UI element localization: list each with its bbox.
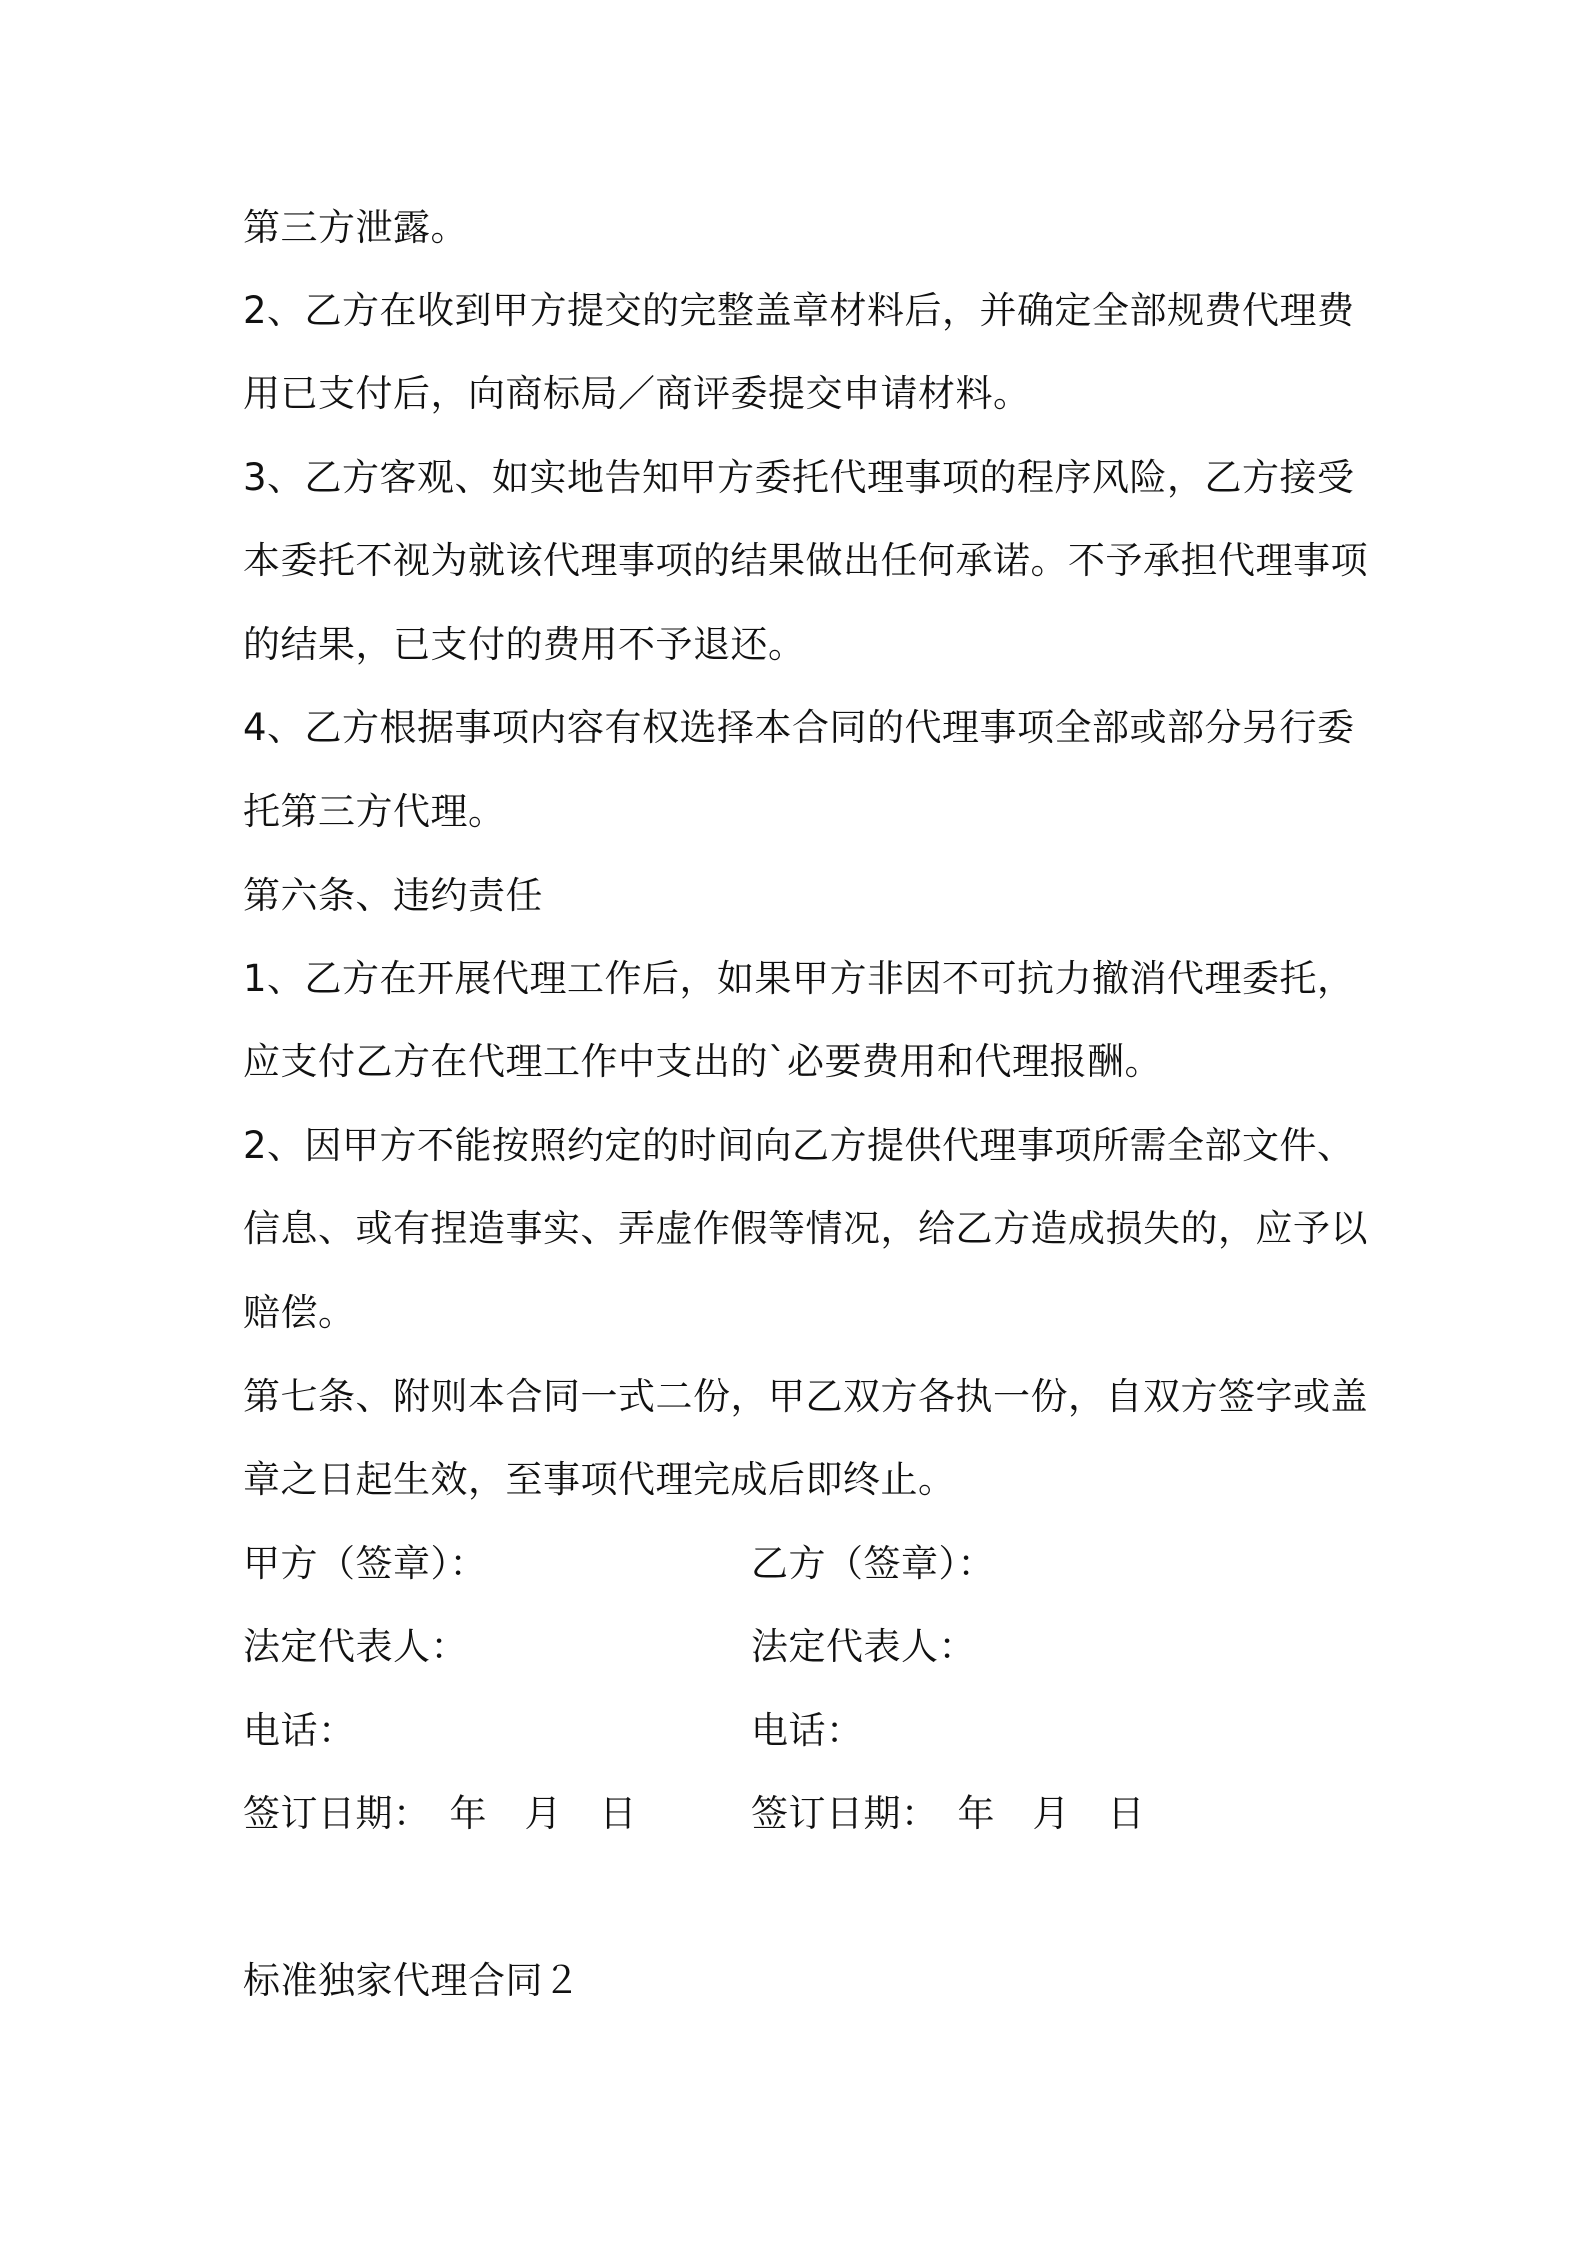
- party-a-representative-label: 法定代表人：: [243, 1625, 468, 1668]
- paragraph-line: 用已支付后，向商标局／商评委提交申请材料。: [243, 372, 1031, 415]
- paragraph-line: 托第三方代理。: [243, 790, 506, 833]
- paragraph-line: 应支付乙方在代理工作中支出的`必要费用和代理报酬。: [243, 1040, 1162, 1083]
- paragraph-line: 第七条、附则本合同一式二份，甲乙双方各执一份，自双方签字或盖: [243, 1375, 1368, 1418]
- section-heading: 第六条、违约责任: [243, 874, 543, 917]
- paragraph-line: 本委托不视为就该代理事项的结果做出任何承诺。不予承担代理事项: [243, 539, 1368, 582]
- paragraph-line: 赔偿。: [243, 1291, 356, 1334]
- paragraph-line: 3、乙方客观、如实地告知甲方委托代理事项的程序风险，乙方接受: [243, 456, 1355, 499]
- paragraph-line: 1、乙方在开展代理工作后，如果甲方非因不可抗力撤消代理委托，: [243, 957, 1355, 1000]
- party-b-phone-label: 电话：: [751, 1709, 864, 1752]
- paragraph-line: 4、乙方根据事项内容有权选择本合同的代理事项全部或部分另行委: [243, 706, 1355, 749]
- paragraph-line: 信息、或有捏造事实、弄虚作假等情况，给乙方造成损失的，应予以: [243, 1207, 1368, 1250]
- paragraph-line: 第三方泄露。: [243, 206, 468, 249]
- party-a-date-label: 签订日期： 年 月 日: [243, 1792, 637, 1835]
- paragraph-line: 2、因甲方不能按照约定的时间向乙方提供代理事项所需全部文件、: [243, 1124, 1355, 1167]
- party-b-seal-label: 乙方（签章）：: [751, 1542, 995, 1585]
- paragraph-line: 2、乙方在收到甲方提交的完整盖章材料后，并确定全部规费代理费: [243, 289, 1355, 332]
- party-a-phone-label: 电话：: [243, 1709, 356, 1752]
- paragraph-line: 的结果，已支付的费用不予退还。: [243, 623, 806, 666]
- party-b-date-label: 签订日期： 年 月 日: [751, 1792, 1145, 1835]
- party-b-representative-label: 法定代表人：: [751, 1625, 976, 1668]
- party-a-seal-label: 甲方（签章）：: [243, 1542, 487, 1585]
- paragraph-line: 章之日起生效，至事项代理完成后即终止。: [243, 1458, 956, 1501]
- next-contract-title: 标准独家代理合同２: [243, 1959, 581, 2002]
